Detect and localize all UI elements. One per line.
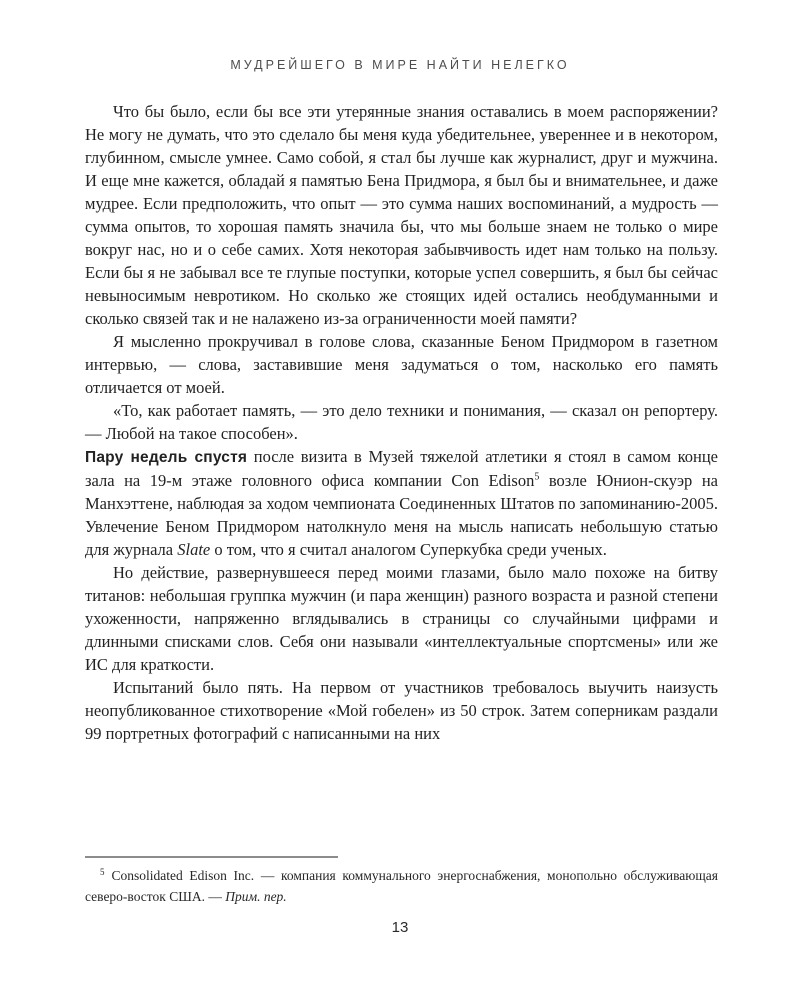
section-paragraph [85,445,718,561]
paragraph: Что бы было, если бы все эти утерянные знания оставались в моем распоряжении? Не могу не думать, что это сделало бы меня куда убедительнее, увереннее и в некотором, глубинном, смысле умнее. Само собой, я стал бы лучше как журналист, друг и мужчина. И еще мне кажется, обладай я памятью Бена Придмора, я был бы и внимательнее, и даже мудрее. Если предположить, что опыт — это сумма наших воспоминаний, а мудрость — сумма опытов, то хорошая память значила бы, что мы больше знаем не только о мире вокруг нас, но и о себе самих. Хотя некоторая забывчивость идет нам только на пользу. Если бы я не забывал все те глупые поступки, которые успел совершить, я был бы сейчас невыносимым невротиком. Но сколько же стоящих идей остались необдуманными и сколько связей так и не налажено из-за ограниченности моей памяти? [85,102,718,328]
footnote-area [85,856,718,907]
section-lead-in: Пару недель спустя [85,449,248,466]
journal-title: Slate [177,540,211,559]
footnote-divider [85,856,338,858]
paragraph: «То, как работает память, — это дело техники и понимания, — сказал он репортеру. — Любой на такое способен». [85,401,718,443]
paragraph-text: о том, что я считал аналогом Суперкубка среди ученых. [210,540,607,559]
paragraph-text: после визита в Музей тяжелой атлетики я стоял в самом конце зала на 19-м этаже головного офиса компании Con Edison [85,447,718,490]
paragraph: Испытаний было пять. На первом от участников требовалось выучить наизусть неопубликованное стихотворение «Мой гобелен» из 50 строк. Затем соперникам раздали 99 портретных фотографий с написанными на них [85,678,718,743]
translator-note-label: Прим. пер. [225,889,287,904]
page-body [85,100,718,745]
footnote-reference: 5 [534,471,540,483]
running-head: МУДРЕЙШЕГО В МИРЕ НАЙТИ НЕЛЕГКО [230,58,570,72]
paragraph: Но действие, развернувшееся перед моими глазами, было мало похоже на битву титанов: небольшая группка мужчин (и пара женщин) разного возраста и разной степени ухоженности, напряженно вглядывались в страницы со случайными цифрами и длинными списками слов. Себя они называли «интеллектуальные спортсмены» или же ИС для краткости. [85,563,718,674]
paragraph-text: возле Юнион-скуэр на Манхэттене, наблюдая за ходом чемпионата Соединенных Штатов по запоминанию-2005. Увлечение Беном Придмором натолкнуло меня на мысль написать небольшую статью для журнала [85,471,719,559]
page-number: 13 [391,919,409,936]
footnote [85,865,718,907]
paragraph: Я мысленно прокручивал в голове слова, сказанные Беном Придмором в газетном интервью, — слова, заставившие меня задуматься о том, насколько его память отличается от моей. [85,332,718,397]
footnote-text: Consolidated Edison Inc. — компания коммунального энергоснабжения, монопольно обслуживающая северо-восток США. — [85,868,718,904]
footnote-marker: 5 [100,866,105,877]
